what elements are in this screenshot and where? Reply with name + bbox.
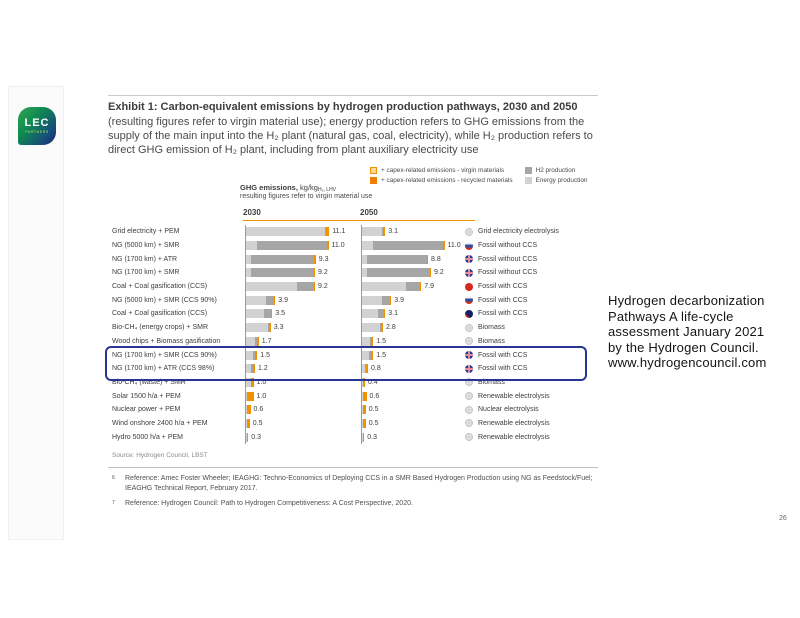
- category-cell: [462, 392, 598, 400]
- category-cell: [462, 365, 598, 373]
- category-icon: [465, 242, 473, 250]
- bar-2050: [362, 433, 364, 442]
- lec-logo-subtext: PARTNERS: [25, 130, 49, 134]
- bar-segment-capex: [390, 296, 392, 305]
- legend-column-production: [525, 167, 588, 184]
- row-label: Wood chips + Biomass gasification: [112, 337, 221, 345]
- bar-segment-capex: [251, 378, 253, 387]
- chart-row: [108, 252, 598, 266]
- bar-segment-h2: [266, 296, 274, 305]
- bar-segment-energy: [246, 227, 325, 236]
- bar-cell-2030: [245, 307, 361, 321]
- bar-2050: [362, 268, 431, 277]
- category-icon: [465, 433, 473, 441]
- category-cell: [462, 242, 598, 250]
- bar-value-2030: 0.6: [253, 406, 264, 414]
- row-label: Nuclear power + PEM: [112, 406, 181, 414]
- bar-segment-h2: [251, 255, 315, 264]
- column-header-2030: 2030: [243, 208, 261, 217]
- bar-cell-2050: [361, 307, 462, 321]
- bar-2050: [362, 227, 385, 236]
- bar-cell-2050: [361, 403, 462, 417]
- bar-segment-capex: [247, 392, 254, 401]
- chart-row: [108, 307, 598, 321]
- year-header-rule: [243, 220, 475, 221]
- bar-cell-2050: [361, 239, 462, 253]
- bar-value-2030: 0.5: [252, 419, 263, 427]
- row-label: Coal + Coal gasification (CCS): [112, 283, 208, 291]
- bar-cell-2050: [361, 389, 462, 403]
- legend-label: + capex-related emissions - recycled materials: [381, 177, 513, 184]
- legend-label: + capex-related emissions - virgin materials: [381, 167, 505, 174]
- chart-row: [108, 362, 598, 376]
- citation-line: assessment January 2021: [608, 324, 765, 339]
- bar-2030: [246, 309, 272, 318]
- bar-segment-energy: [362, 351, 369, 360]
- bar-value-2050: 1.5: [376, 337, 386, 345]
- bar-cell-2030: [245, 389, 361, 403]
- bar-2030: [246, 268, 315, 277]
- bar-2030: [246, 296, 275, 305]
- footnote-superscript: 7: [112, 500, 115, 506]
- bar-cell-2030: [245, 362, 361, 376]
- bar-segment-energy: [246, 337, 255, 346]
- bar-segment-capex: [363, 433, 365, 442]
- bar-segment-energy: [246, 282, 297, 291]
- bar-segment-capex: [253, 364, 255, 373]
- footnote-superscript: 6: [112, 475, 115, 481]
- category-cell: [462, 433, 598, 441]
- bar-value-2050: 0.5: [368, 406, 379, 414]
- bar-segment-capex: [363, 419, 366, 428]
- bar-segment-capex: [247, 433, 249, 442]
- bar-segment-capex: [427, 255, 429, 264]
- category-icon: [465, 296, 473, 304]
- exhibit-header: [108, 101, 600, 157]
- axis-title: [240, 183, 336, 193]
- category-label: Fossil with CCS: [478, 351, 528, 359]
- category-icon: [465, 283, 473, 291]
- bar-segment-capex: [257, 337, 259, 346]
- bar-segment-capex: [255, 351, 257, 360]
- chart-row: [108, 376, 598, 390]
- bar-cell-2030: [245, 252, 361, 266]
- category-label: Fossil with CCS: [478, 296, 528, 304]
- bar-value-2030: 3.5: [275, 310, 285, 318]
- category-icon: [465, 228, 473, 236]
- bar-2030: [246, 405, 251, 414]
- axis-title-subscript: H₂, LHV: [317, 187, 337, 193]
- bar-value-2030: 11.1: [332, 228, 346, 236]
- category-cell: [462, 324, 598, 332]
- bar-segment-capex: [383, 227, 385, 236]
- bar-segment-capex: [269, 323, 271, 332]
- row-label: NG (1700 km) + ATR: [112, 255, 178, 263]
- row-label: NG (5000 km) + SMR (CCS 90%): [112, 296, 217, 304]
- bar-segment-capex: [363, 405, 366, 414]
- row-label: Solar 1500 h/a + PEM: [112, 392, 181, 400]
- bar-2030: [246, 255, 316, 264]
- bar-segment-capex: [371, 337, 373, 346]
- bar-cell-2050: [361, 430, 462, 444]
- bar-2030: [246, 364, 255, 373]
- bar-2050: [362, 255, 428, 264]
- citation-line: Hydrogen decarbonization: [608, 293, 765, 308]
- category-cell: [462, 378, 598, 386]
- bar-value-2050: 11.0: [447, 242, 461, 250]
- bar-segment-capex: [366, 364, 368, 373]
- category-icon: [465, 324, 473, 332]
- bar-segment-energy: [246, 309, 264, 318]
- bar-segment-capex: [314, 268, 316, 277]
- bar-cell-2050: [361, 362, 462, 376]
- bar-2050: [362, 364, 368, 373]
- chart-row: [108, 403, 598, 417]
- bar-2050: [362, 405, 366, 414]
- chart-rows: [108, 225, 598, 444]
- category-label: Fossil with CCS: [478, 365, 528, 373]
- bar-segment-capex: [443, 241, 445, 250]
- category-cell: [462, 310, 598, 318]
- bar-cell-2030: [245, 417, 361, 431]
- bar-value-2050: 3.9: [394, 296, 404, 304]
- exhibit-title: Exhibit 1: Carbon-equivalent emissions by hydrogen production pathways, 2030 and 2050: [108, 101, 578, 113]
- category-label: Biomass: [478, 378, 505, 386]
- bar-value-2030: 1.0: [256, 378, 267, 386]
- bar-2050: [362, 337, 373, 346]
- bar-segment-capex: [271, 309, 273, 318]
- bar-cell-2030: [245, 321, 361, 335]
- bar-value-2050: 3.1: [388, 310, 398, 318]
- row-label: NG (5000 km) + SMR: [112, 242, 180, 250]
- bar-cell-2030: [245, 239, 361, 253]
- row-label: Bio-CH₄ (energy crops) + SMR: [112, 324, 209, 332]
- footnote: [112, 499, 594, 509]
- bar-cell-2030: [245, 403, 361, 417]
- page-number: 26: [779, 515, 787, 522]
- legend-swatch-capex-virgin: [370, 167, 377, 174]
- category-label: Renewable electrolysis: [478, 433, 550, 441]
- category-cell: [462, 337, 598, 345]
- category-icon: [465, 406, 473, 414]
- chart-row: [108, 239, 598, 253]
- bar-value-2030: 9.2: [318, 283, 328, 291]
- bar-2030: [246, 419, 250, 428]
- row-label: NG (1700 km) + ATR (CCS 98%): [112, 365, 215, 373]
- bar-segment-capex: [314, 282, 316, 291]
- bar-2050: [362, 351, 373, 360]
- legend-label: Energy production: [535, 177, 588, 184]
- row-label: Bio-CH₄ (waste) + SMR: [112, 378, 186, 386]
- category-label: Biomass: [478, 337, 505, 345]
- chart-row: [108, 389, 598, 403]
- row-label: Grid electricity + PEM: [112, 228, 180, 236]
- category-label: Renewable electrolysis: [478, 392, 550, 400]
- bar-cell-2050: [361, 225, 462, 239]
- bar-value-2050: 3.1: [388, 228, 398, 236]
- category-icon: [465, 310, 473, 318]
- bar-segment-capex: [363, 392, 367, 401]
- bar-value-2030: 11.0: [331, 242, 345, 250]
- bar-value-2030: 0.3: [251, 433, 261, 441]
- category-cell: [462, 406, 598, 414]
- bar-segment-h2: [264, 309, 271, 318]
- bar-segment-energy: [362, 337, 370, 346]
- category-label: Grid electricity electrolysis: [478, 228, 559, 236]
- category-label: Renewable electrolysis: [478, 419, 550, 427]
- bar-2050: [362, 241, 445, 250]
- category-cell: [462, 255, 598, 263]
- bar-segment-energy: [246, 323, 268, 332]
- citation-note: [608, 293, 798, 371]
- bar-chart: [108, 183, 598, 449]
- bar-value-2050: 0.4: [368, 378, 378, 386]
- category-cell: [462, 351, 598, 359]
- chart-row: [108, 335, 598, 349]
- category-icon: [465, 269, 473, 277]
- source-line: Source: Hydrogen Council, LBST: [112, 452, 208, 459]
- bar-2030: [246, 282, 315, 291]
- bar-2050: [362, 323, 383, 332]
- bar-segment-capex: [371, 351, 373, 360]
- bar-value-2050: 7.9: [424, 283, 434, 291]
- bar-2050: [362, 419, 366, 428]
- footnote: [112, 474, 594, 493]
- bar-segment-energy: [246, 351, 253, 360]
- bar-value-2050: 0.8: [371, 365, 381, 373]
- bar-value-2030: 1.2: [258, 365, 268, 373]
- left-sidebar-strip: [8, 86, 64, 540]
- citation-line: Pathways A life-cycle: [608, 308, 734, 324]
- bar-value-2050: 0.3: [367, 433, 377, 441]
- bar-segment-energy: [362, 241, 373, 250]
- bar-cell-2030: [245, 348, 361, 362]
- bar-2050: [362, 378, 365, 387]
- bar-2030: [246, 351, 257, 360]
- legend-item-h2-production: [525, 167, 588, 174]
- chart-row: [108, 293, 598, 307]
- bar-value-2030: 1.7: [261, 337, 272, 345]
- category-label: Fossil without CCS: [478, 269, 538, 277]
- legend-swatch-h2-production: [525, 167, 532, 174]
- bar-2050: [362, 296, 391, 305]
- bar-value-2050: 1.5: [376, 351, 386, 359]
- bar-2030: [246, 337, 259, 346]
- legend-label: H2 production: [535, 167, 576, 174]
- bar-segment-capex: [274, 296, 276, 305]
- bar-value-2050: 8.8: [431, 255, 441, 263]
- bar-segment-h2: [367, 255, 427, 264]
- chart-row: [108, 348, 598, 362]
- category-icon: [465, 365, 473, 373]
- footnote-text: Reference: Hydrogen Council: Path to Hydrogen Competitiveness: A Cost Perspective, 2020.: [125, 500, 413, 507]
- bar-segment-capex: [247, 419, 250, 428]
- lec-logo: [18, 107, 56, 145]
- top-divider: [108, 95, 598, 96]
- bar-segment-energy: [362, 309, 378, 318]
- bar-cell-2050: [361, 266, 462, 280]
- bar-cell-2030: [245, 335, 361, 349]
- category-label: Fossil without CCS: [478, 242, 538, 250]
- column-header-2050: 2050: [360, 208, 378, 217]
- bar-cell-2050: [361, 321, 462, 335]
- bar-segment-h2: [251, 268, 314, 277]
- category-label: Nuclear electrolysis: [478, 406, 539, 414]
- category-cell: [462, 269, 598, 277]
- bar-segment-capex: [420, 282, 422, 291]
- bar-segment-capex: [430, 268, 432, 277]
- bar-segment-h2: [373, 241, 444, 250]
- bar-segment-h2: [406, 282, 420, 291]
- category-cell: [462, 296, 598, 304]
- bar-segment-capex: [314, 255, 316, 264]
- exhibit-subtitle: (resulting figures refer to virgin material use); energy production refers to GHG emissions from the supply of the main input into the H₂ plant (natural gas, coal, electricity), while H₂ production refers to direct GHG emission of H₂ plant, including from plant auxiliary electricity use: [108, 116, 593, 156]
- chart-row: [108, 430, 598, 444]
- bar-cell-2050: [361, 252, 462, 266]
- bar-cell-2030: [245, 430, 361, 444]
- bar-cell-2050: [361, 417, 462, 431]
- bar-segment-capex: [326, 227, 329, 236]
- row-label: Hydro 5000 h/a + PEM: [112, 433, 184, 441]
- bar-value-2050: 0.6: [369, 392, 380, 400]
- category-icon: [465, 378, 473, 386]
- bar-cell-2050: [361, 348, 462, 362]
- chart-legend: [370, 167, 587, 184]
- bar-2030: [246, 433, 248, 442]
- bar-segment-h2: [382, 296, 390, 305]
- chart-row: [108, 417, 598, 431]
- category-icon: [465, 255, 473, 263]
- bar-segment-capex: [381, 323, 383, 332]
- citation-line: by the Hydrogen Council.: [608, 339, 759, 355]
- row-label: NG (1700 km) + SMR: [112, 269, 180, 277]
- category-icon: [465, 419, 473, 427]
- legend-item-capex-virgin: [370, 167, 513, 174]
- category-cell: [462, 419, 598, 427]
- legend-column-capex: [370, 167, 513, 184]
- category-label: Fossil without CCS: [478, 255, 538, 263]
- footnote-text: Reference: Amec Foster Wheeler; IEAGHG: Techno-Economics of Deploying CCS in a SMR Based Hydrogen Production using NG as Feedstock/Fuel; IEAGHG Technical Report, February 2017.: [125, 475, 593, 492]
- axis-title-bold: GHG emissions,: [240, 183, 298, 192]
- bar-cell-2050: [361, 376, 462, 390]
- bar-value-2050: 2.8: [386, 324, 396, 332]
- bar-cell-2030: [245, 293, 361, 307]
- bar-cell-2050: [361, 280, 462, 294]
- bar-value-2030: 3.9: [278, 296, 288, 304]
- bar-segment-energy: [362, 227, 382, 236]
- row-label: Coal + Coal gasification (CCS): [112, 310, 208, 318]
- category-cell: [462, 283, 598, 291]
- row-label: NG (1700 km) + SMR (CCS 90%): [112, 351, 217, 359]
- category-cell: [462, 228, 598, 236]
- chart-row: [108, 225, 598, 239]
- bar-segment-energy: [362, 296, 382, 305]
- chart-row: [108, 266, 598, 280]
- bar-segment-capex: [247, 405, 251, 414]
- bar-cell-2030: [245, 376, 361, 390]
- bar-segment-h2: [367, 268, 430, 277]
- category-label: Biomass: [478, 324, 505, 332]
- axis-note: resulting figures refer to virgin material use: [240, 193, 373, 200]
- chart-row: [108, 321, 598, 335]
- bar-segment-energy: [362, 323, 380, 332]
- category-label: Fossil with CCS: [478, 283, 528, 291]
- bar-cell-2050: [361, 293, 462, 307]
- bar-value-2030: 1.0: [256, 392, 267, 400]
- bar-segment-capex: [384, 309, 386, 318]
- bar-value-2030: 3.3: [273, 324, 284, 332]
- bar-segment-energy: [362, 282, 406, 291]
- bar-cell-2050: [361, 335, 462, 349]
- bar-2050: [362, 282, 421, 291]
- bar-segment-h2: [297, 282, 314, 291]
- bar-2030: [246, 392, 254, 401]
- bar-2030: [246, 241, 329, 250]
- bar-value-2030: 9.2: [318, 269, 328, 277]
- bar-segment-capex: [363, 378, 365, 387]
- bar-cell-2030: [245, 225, 361, 239]
- bottom-divider: [108, 467, 598, 468]
- category-icon: [465, 337, 473, 345]
- bar-cell-2030: [245, 280, 361, 294]
- category-icon: [465, 392, 473, 400]
- lec-logo-text: LEC: [24, 117, 50, 129]
- bar-segment-energy: [246, 241, 257, 250]
- citation-url[interactable]: www.hydrogencouncil.com: [608, 355, 767, 370]
- bar-2030: [246, 378, 254, 387]
- bar-2050: [362, 392, 367, 401]
- axis-title-unit: kg/kg: [297, 183, 318, 192]
- bar-value-2050: 0.5: [368, 419, 379, 427]
- bar-segment-energy: [246, 296, 266, 305]
- bar-2050: [362, 309, 385, 318]
- bar-segment-capex: [327, 241, 329, 250]
- chart-row: [108, 280, 598, 294]
- bar-cell-2030: [245, 266, 361, 280]
- bar-2030: [246, 323, 271, 332]
- bar-segment-h2: [257, 241, 328, 250]
- category-label: Fossil with CCS: [478, 310, 528, 318]
- bar-value-2050: 9.2: [434, 269, 444, 277]
- footnotes: [112, 474, 594, 515]
- row-label: Wind onshore 2400 h/a + PEM: [112, 419, 208, 427]
- bar-2030: [246, 227, 329, 236]
- bar-value-2030: 9.3: [318, 255, 329, 263]
- category-icon: [465, 351, 473, 359]
- bar-value-2030: 1.5: [260, 351, 270, 359]
